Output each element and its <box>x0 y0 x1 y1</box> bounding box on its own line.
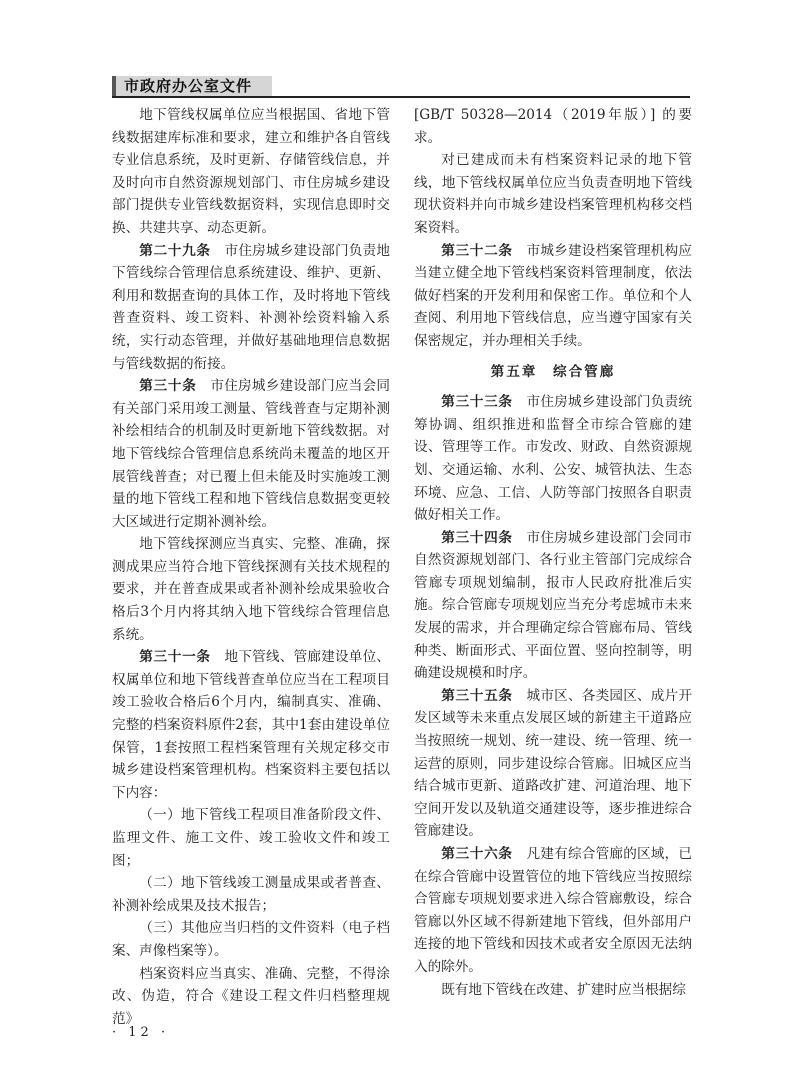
article-31 <box>112 646 390 804</box>
header-divider <box>112 96 690 98</box>
list-item-2: （二）地下管线竣工测量成果或者普查、补测补绘成果及技术报告； <box>112 875 390 914</box>
page-number: · 12 · <box>112 1025 170 1040</box>
article-36 <box>414 843 692 979</box>
article-35-text: 城市区、各类园区、成片开发区域等未来重点发展区域的新建主干道路应当按照统一规划、统一建设、统一管理、统一运营的原则，同步建设综合管廊。旧城区应当结合城市更新、道路改扩建、河道治理、地下空间开发以及轨道交通建设等，逐步推进综合管廊建设。 <box>414 687 693 840</box>
paragraph-built-pipelines: 对已建成而未有档案资料记录的地下管线，地下管线权属单位应当负责查明地下管线现状资料并向市城乡建设档案管理机构移交档案资料。 <box>414 152 692 236</box>
article-34-text: 市住房城乡建设部门会同市自然资源规划部门、各行业主管部门完成综合管廊专项规划编制，报市人民政府批准后实施。综合管廊专项规划应当充分考虑城市未来发展的需求，并合理确定综合管廊布局、管线种类、断面形式、平面位置、竖向控制等，明确建设规模和时序。 <box>414 529 693 682</box>
article-33 <box>414 391 692 527</box>
article-32 <box>414 240 692 353</box>
chapter-5-heading: 第五章 综合管廊 <box>490 363 616 380</box>
article-33-label: 第三十三条 <box>441 394 513 411</box>
article-36-text: 凡建有综合管廊的区域，已在综合管廊中设置管位的地下管线应当按照综合管廊专项规划要求进入综合管廊敷设，综合管廊以外区域不得新建地下管线，但外部用户连接的地下管线和因技术或者安全原因无法纳入的除外。 <box>414 846 693 975</box>
article-31-label: 第三十一条 <box>139 649 211 666</box>
list-item-1: （一）地下管线工程项目准备阶段文件、监理文件、施工文件、竣工验收文件和竣工图； <box>112 807 390 869</box>
article-31-text: 地下管线、管廊建设单位、权属单位和地下管线普查单位应当在工程项目竣工验收合格后6个月内，编制真实、准确、完整的档案资料原件2套，其中1套由建设单位保管，1套按照工程档案管理有关规定移交市城乡建设档案管理机构。档案资料主要包括以下内容： <box>112 649 391 801</box>
article-35 <box>414 685 692 843</box>
paragraph-detection: 地下管线探测应当真实、完整、准确，探测成果应当符合地下管线探测有关技术规程的要求，并在普查成果或者补测补绘成果验收合格后3个月内将其纳入地下管线综合管理信息系统。 <box>112 536 390 643</box>
article-30-label: 第三十条 <box>139 378 197 395</box>
article-30 <box>112 375 390 533</box>
paragraph-pipeline-data: 地下管线权属单位应当根据国、省地下管线数据建库标准和要求，建立和维护各自管线专业信息系统，及时更新、存储管线信息，并及时向市自然资源规划部门、市住房城乡建设部门提供专业管线数据资料，实现信息即时交换、共建共享、动态更新。 <box>112 107 390 236</box>
article-29-label: 第二十九条 <box>139 242 211 259</box>
article-36-label: 第三十六条 <box>441 846 513 862</box>
paragraph-archive: 档案资料应当真实、准确、完整，不得涂改、伪造，符合《建设工程文件归档整理规范》 <box>112 965 390 1027</box>
list-item-3: （三）其他应当归档的文件资料（电子档案、声像档案等）。 <box>112 920 390 959</box>
article-34 <box>414 527 692 685</box>
article-34-label: 第三十四条 <box>441 529 513 546</box>
article-29-text: 市住房城乡建设部门负责地下管线综合管理信息系统建设、维护、更新、利用和数据查询的具体工作，及时将地下管线普查资料、竣工资料、补测补绘资料输入系统，实行动态管理，并做好基础地理信息数据与管线数据的衔接。 <box>112 242 391 372</box>
article-33-text: 市住房城乡建设部门负责统筹协调、组织推进和监督全市综合管廊的建设、管理等工作。市发改、财政、自然资源规划、交通运输、水利、公安、城管执法、生态环境、应急、工信、人防等部门按照各自职责做好相关工作。 <box>414 394 693 524</box>
left-column <box>112 104 390 1030</box>
paragraph-gb-standard: [GB/T 50328—2014（2019年版）] 的要求。 <box>414 107 692 146</box>
article-30-text: 市住房城乡建设部门应当会同有关部门采用竣工测量、管线普查与定期补测补绘相结合的机制及时更新地下管线数据。对地下管线综合管理信息系统尚未覆盖的地区开展管线普查；对已覆上但未能及时实施竣工测量的地下管线工程和地下管线信息数据变更较大区域进行定期补测补绘。 <box>112 378 391 530</box>
document-header-title: 市政府办公室文件 <box>112 76 272 96</box>
article-29 <box>112 240 390 376</box>
article-32-label: 第三十二条 <box>441 242 513 259</box>
right-column <box>414 104 692 1001</box>
paragraph-existing-pipelines: 既有地下管线在改建、扩建时应当根据综 <box>441 981 686 998</box>
article-32-text: 市城乡建设档案管理机构应当建立健全地下管线档案资料管理制度，依法做好档案的开发利用和保密工作。单位和个人查阅、利用地下管线信息，应当遵守国家有关保密规定，并办理相关手续。 <box>414 242 693 349</box>
article-35-label: 第三十五条 <box>441 687 513 704</box>
